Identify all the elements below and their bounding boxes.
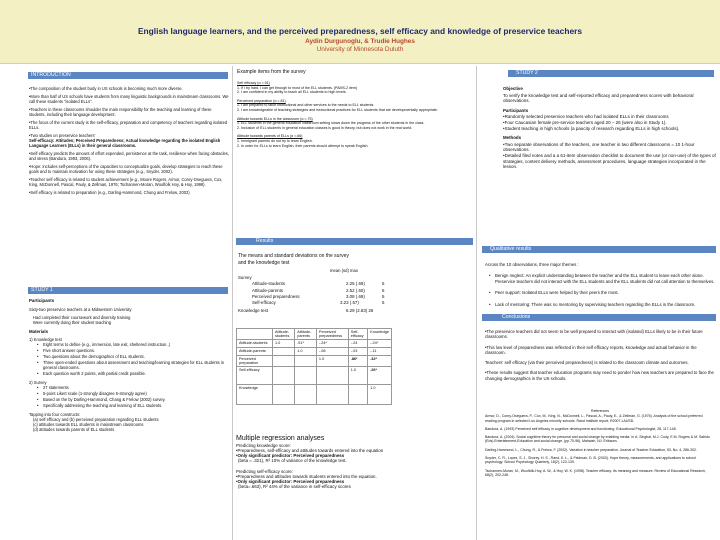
theme-item: • Peer support: Isolated ELLs were helped by their peers the most.: [489, 290, 715, 295]
example-group: [237, 81, 473, 95]
study1-bar: STUDY 1: [28, 287, 228, 294]
example-group-heading: Attitude towards ELLs in the classroom (α =.75): [237, 116, 313, 121]
table-cell: 1.0: [273, 340, 295, 348]
table-cell: Attitude-students: [237, 340, 273, 348]
study2-bar: STUDY 2: [508, 70, 714, 77]
intro-para: •Self efficacy predicts the amount of effort expended, persistence at the task, resilience when facing obstacles, and stress (Bandura, 1993, 2006).: [29, 151, 229, 161]
construct-item: (c) attitudes towards ELL students in mainstream classrooms: [33, 422, 144, 427]
column-divider: [232, 66, 233, 540]
table-cell: -.24*: [368, 340, 392, 348]
list-item: • Two questions about the demographics of ELL students.: [37, 354, 229, 359]
participants-heading: Participants: [29, 298, 55, 303]
results-panel: [238, 253, 472, 315]
regression-title: Multiple regression analyses: [236, 435, 325, 442]
table-cell: Knowledge: [237, 385, 273, 405]
means-max: 5: [382, 299, 385, 305]
study2-panel: [503, 86, 717, 170]
conclusion-item: •This low level of preparedness was reflected in their self efficacy reports, knowledge and actual behavior in the classroom.: [485, 344, 697, 355]
table-cell: [295, 367, 317, 385]
references-title: References: [591, 409, 609, 413]
table-cell: Self-efficacy: [348, 329, 367, 340]
reference-item: Armor, D., Conry-Oseguera, P., Cox, M., King, N., McDonnell, L., Pascal, A., Pauly, E., & Zellman, G. (1976). Analysis of the school preferred reading program in selected Los Angeles minority schools. Rand Institute report, R2007-LAUSD.: [485, 414, 703, 423]
objective-text: To verify the knowledge test and self-reported efficacy and preparedness scores with behavioral observations.: [503, 92, 694, 104]
theme-item: • Benign neglect: An explicit understanding between the teacher and the ELL student to leave each other alone. Preservice teachers did not interact with the ELL students and the ELL students did not call attention to themselves.: [489, 273, 715, 284]
list-item: • 5-point Likert scale (1-strongly disagree 5-strongly agree): [37, 391, 229, 396]
table-row: [237, 367, 392, 385]
example-item: 1. ELL students in the general education classroom setting slows down the progress of the other students in the class.: [237, 121, 425, 126]
list-item: • 27 statements: [37, 385, 229, 390]
intro-bar: INTRODUCTION: [28, 72, 228, 79]
regression-item: •Preparedness and attitudes towards students entered into the equation.: [236, 474, 377, 479]
table-cell: [273, 356, 295, 367]
means-value: 2.25 (.69): [346, 281, 365, 287]
intro-para: •Two studies on preservice teachers': [29, 133, 96, 138]
table-cell: [237, 329, 273, 340]
table-cell: 1.0: [368, 385, 392, 405]
table-header-row: [237, 329, 392, 340]
knowledge-value: 6.29 (2.83) 26: [346, 308, 374, 314]
participant-item: •Randomly selected preservice teachers who had isolated ELLs in their classrooms: [503, 114, 669, 120]
table-cell: [295, 385, 317, 405]
example-item: 2. Inclusion of ELL students in general education classes is good in theory, but does not work in the real world.: [237, 125, 413, 130]
means-rows: [238, 281, 472, 306]
objective-heading: Objective: [503, 86, 523, 91]
table-row: [237, 385, 392, 405]
results-bar: Results: [236, 238, 473, 245]
table-cell: .51*: [295, 340, 317, 348]
table-cell: Self-efficacy: [237, 367, 273, 385]
example-item: 2. In order for ELLs to learn English, their parents should attempt to speak English.: [237, 143, 369, 148]
intro-para: •Teachers in these classrooms shoulder the main responsibility for the teaching and learning of these students, including their language development.: [29, 107, 212, 117]
reference-item: Tschannen-Moran, M., Woolfolk-Hoy, A. W., & Hoy, W. K. (1998). Teacher efficacy: Its meaning and measure. Review of Educational Research, 68(2), 202-248.: [485, 468, 707, 477]
regression-item: (beta=.663), R² 44% of the variance in self-efficacy scores: [238, 484, 351, 489]
means-max: 5: [382, 287, 385, 293]
survey-label: 2) Survey: [29, 380, 47, 385]
participants2-heading: Participants: [503, 107, 529, 113]
column-divider: [476, 66, 477, 540]
table-cell: -.03: [348, 348, 367, 356]
regression-item: (beta = .321), R² 10% of variance of the knowledge test.: [238, 458, 347, 463]
table-cell: [273, 385, 295, 405]
means-value: 3.08 (.69): [346, 293, 365, 299]
example-group: [237, 99, 473, 113]
methods-heading: Methods: [503, 135, 522, 141]
table-cell: [273, 348, 295, 356]
table-cell: -.08: [316, 348, 348, 356]
table-cell: Perceived preparedness: [316, 329, 348, 340]
theme-item: • Lack of mentoring: There was no mentoring by supervising teachers regarding the ELLs in the classroom.: [489, 302, 715, 307]
table-cell: [273, 367, 295, 385]
qualitative-panel: [485, 262, 715, 308]
table-cell: [316, 367, 348, 385]
references-panel: [485, 409, 715, 480]
conclusion-item: Teachers' self efficacy (via their perceived preparedness) is related to the classroom climate and outcomes.: [485, 360, 689, 366]
means-label: Attitude-parents: [252, 287, 283, 293]
table-row: [237, 340, 392, 348]
example-title: Example items from the survey: [237, 69, 306, 75]
survey-label: Survey: [238, 274, 252, 280]
qualitative-intro: Across the 10 observations, three major themes :: [485, 262, 579, 267]
means-value: 3.23 (.57): [340, 299, 359, 305]
knowledge-row: [238, 308, 472, 315]
example-group: [237, 117, 473, 131]
table-row: [237, 356, 392, 367]
intro-para: •Hope: includes self-perceptions of the capacities to conceptualize goals, develop strategies to reach these goals and to maintain motivation for using these strategies (e.g., Snyder, 2002).: [29, 164, 223, 174]
regression-knowledge-label: Predicting knowledge score:: [236, 443, 291, 448]
conclusions-panel: [485, 329, 715, 384]
example-item: 2. I am confident in my ability to teach all ELL students to high levels.: [237, 90, 347, 95]
reference-item: Darling-Hammond, L., Chung, R., & Frelow, F. (2002). Variation in teacher preparation. Journal of Teacher Education, 53, No. 4, 286-302.: [485, 447, 697, 452]
intro-para: •The focus of the current study is the self-efficacy, preparation and competency of teachers regarding isolated ELLs.: [29, 120, 228, 130]
means-max: 5: [382, 281, 385, 287]
method-item: •Two separate observations of the teachers, one teacher in two different classrooms = 10 1-hour observations.: [503, 141, 695, 153]
example-group-heading: Attitude towards parents of ELLs (α =.66): [237, 134, 303, 139]
knowledge-test-label: 1) Knowledge test: [29, 337, 62, 342]
intro-para: •More than half of US schools have students from many linguistic backgrounds in mainstream classrooms. We call these students "isolated ELLs".: [29, 94, 229, 104]
example-item: 2. I am knowledgeable of teaching strategies and instructional practices for ELL students that are developmentally appropriate.: [237, 107, 439, 112]
list-item: • Five short answer questions.: [37, 348, 229, 353]
list-item: • Eight terms to define (e.g., immersion, late exit, sheltered instruction..): [37, 342, 229, 347]
table-cell: [316, 385, 348, 405]
participant-item: •Student teaching in high schools (a paucity of research regarding ELLs in high schools).: [503, 125, 680, 131]
example-group: [237, 134, 473, 148]
example-group-heading: Self efficacy (α =.91): [237, 81, 270, 85]
qualitative-bar: Qualitative results: [482, 246, 716, 253]
participants-text: Sixty-two preservice teachers at a Midwestern University: [29, 307, 132, 312]
poster-affiliation: University of Minnesota Duluth: [316, 46, 404, 53]
conclusions-bar: Conclusions: [482, 314, 716, 321]
example-items-panel: [237, 70, 473, 148]
list-item: • Specifically addressing the teaching and learning of ELL students.: [37, 403, 229, 408]
table-cell: .86*: [348, 356, 367, 367]
poster-authors: Aydin Durgunoglu, & Trudie Hughes: [305, 38, 415, 45]
means-label: Attitude-students: [252, 281, 285, 287]
intro-para: •Teacher self efficacy is related to student achievement (e.g., Moore Rogers, Armor, Conry-Oseguera, Cox, King, McDonnell, Pascal, Pauly, & Zellman, 1976; Tschannen-Moran, Woolfolk Hoy, & Hoy, 1998).: [29, 177, 223, 187]
means-value: 2.52 (.60): [346, 287, 365, 293]
reference-item: Bandura, A. (1993) Perceived self efficacy in cognitive development and functioning. Educational Psychologist, 28, 117-148.: [485, 426, 677, 431]
table-cell: -.24: [348, 340, 367, 348]
means-max: 5: [382, 293, 385, 299]
results-col-head: mean (sd) max: [330, 268, 358, 274]
list-item: • Three open-ended questions about assessment and teaching/learning strategies for ELL students in general classrooms.: [37, 360, 229, 370]
results-title: The means and standard deviations on the survey: [238, 253, 349, 259]
means-label: Perceived preparedness: [252, 293, 300, 299]
construct-item: (d) attitudes towards parents of ELL students: [33, 427, 115, 432]
conclusion-item: •These results suggest that teacher education programs may need to ponder how new teachers are prepared to face the changing demographics in the US schools.: [485, 370, 714, 381]
table-cell: Knowledge: [368, 329, 392, 340]
intro-panel: [29, 86, 229, 198]
means-row: [238, 300, 472, 306]
table-cell: [348, 385, 367, 405]
table-cell: 1.0: [295, 348, 317, 356]
example-group-heading: Perceived preparation (α =.81): [237, 98, 286, 103]
reference-item: Snyder, C. R., Lopez, S. J., Shorey, H. S., Rand, K. L., & Feldman, D. B. (2003). Hope theory, measurements, and applications to school psychology. School Psychology Quarterly, 18(2), 122-139.: [485, 456, 696, 465]
materials-heading: Materials: [29, 329, 49, 334]
regression-item: •Preparedness, self-efficacy and attitudes towards entered into the equation: [236, 448, 384, 453]
knowledge-label: Knowledge test: [238, 308, 269, 314]
constructs-label: Tapping into four constructs:: [29, 412, 81, 417]
table-cell: Attitude-parents: [237, 348, 273, 356]
poster-title: English language learners, and the perceived preparedness, self efficacy and knowledge of preservice teachers: [137, 26, 583, 36]
regression-item: •Only significant predictor: Perceived preparedness: [236, 479, 345, 484]
conclusion-item: •The preservice teachers did not seem to be well prepared to interact with (isolated) ELLs likely to be in their future classrooms.: [485, 329, 703, 340]
study1-panel: [29, 298, 229, 435]
example-item: 1. Immigrant parents do not try to learn English.: [237, 138, 313, 143]
example-item: 1. If I try hard, I can get through to most of the ELL students. (PAMS-2 item): [237, 85, 358, 90]
table-cell: .26*: [368, 367, 392, 385]
results-title: and the knowledge test: [238, 259, 290, 266]
table-cell: [295, 356, 317, 367]
table-cell: -.11: [368, 348, 392, 356]
table-row: [237, 348, 392, 356]
regression-item: •Only significant predictor: Perceived preparedness: [236, 453, 345, 458]
intro-para: •The composition of the student body in US schools is becoming much more diverse.: [29, 86, 183, 91]
method-item: •Detailed filed notes and a a 61-item observation checklist to document the use (or non-use) of the types of strategies, content delivery methods, assessment procedures, language strategies incorporated in the lesson.: [503, 152, 716, 170]
participant-item: •Four Caucasian female pre-service teachers aged 20 – 26 (were also in Study 1).: [503, 119, 667, 125]
table-cell: Attitude-parents: [295, 329, 317, 340]
table-cell: 1.0: [348, 367, 367, 385]
reference-item: Bandura, A. (2004). Social cognitive theory for personal and social change by enabling media. In A. Singhal, M.J. Cody, E.M. Rogers & M. Sabido (Eds) Entertainment-Education and social change. (pp.75-96). Mahwah, NJ: Erlbaum.: [485, 435, 710, 444]
regression-panel: [236, 436, 474, 489]
regression-se-label: Predicting self-efficacy score:: [236, 469, 294, 474]
construct-item: (a) self efficacy and (b) perceived preparation regarding ELL students: [33, 417, 159, 422]
table-cell: .32*: [368, 356, 392, 367]
table-cell: Perceived preparation: [237, 356, 273, 367]
intro-para: Self-efficacy: Attitudes; Perceived Preparedness; Actual knowledge regarding the isolated English Language Learners (ELLs) in their general classrooms.: [29, 138, 221, 148]
teaching-text: Were currently doing their student teaching: [33, 320, 111, 325]
intro-para: •Self efficacy is related to preparation (e.g., Darling-Hammond, Chung and Frelow, 2002): [29, 190, 190, 195]
means-label: Self-efficacy: [252, 299, 276, 305]
poster-header: [0, 0, 720, 64]
table-cell: -.24*: [316, 340, 348, 348]
correlation-table: [236, 328, 392, 405]
table-cell: Attitude-students: [273, 329, 295, 340]
example-item: 1. I am prepared to tailor instructional and other services to the needs to ELL students.: [237, 103, 375, 108]
list-item: • Each question worth 2 points, with partial credit possible.: [37, 371, 229, 376]
completed-text: Had completed their coursework and diversity training: [33, 315, 131, 320]
list-item: • Based on the by Darling-Hammond, Chang & Frelow (2002) survey.: [37, 397, 229, 402]
table-cell: 1.0: [316, 356, 348, 367]
